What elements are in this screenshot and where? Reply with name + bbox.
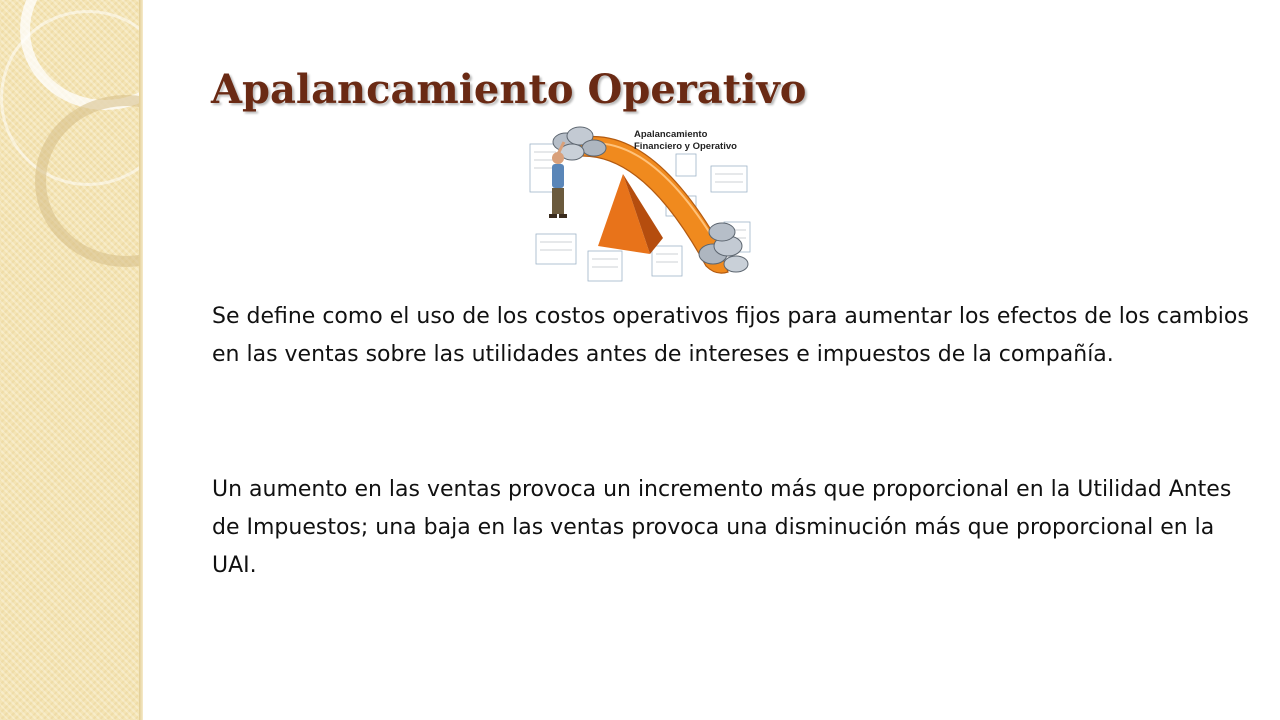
paragraph-effect: Un aumento en las ventas provoca un incremento más que proporcional en la Utilidad Antes de Impuestos; una baja en las ventas provoca una disminución más que proporcional en la UAI. <box>212 477 1232 578</box>
paragraph-definition: Se define como el uso de los costos operativos fijos para aumentar los efectos de los cambios en las ventas sobre las utilidades antes de intereses e impuestos de la compañía. <box>212 304 1249 367</box>
image-caption-line-1: Apalancamiento <box>634 129 708 140</box>
slide-title: Apalancamiento Operativo <box>211 66 807 113</box>
image-caption-line-2: Financiero y Operativo <box>634 141 737 152</box>
leverage-illustration <box>528 126 754 286</box>
decorative-side-band <box>0 0 143 720</box>
